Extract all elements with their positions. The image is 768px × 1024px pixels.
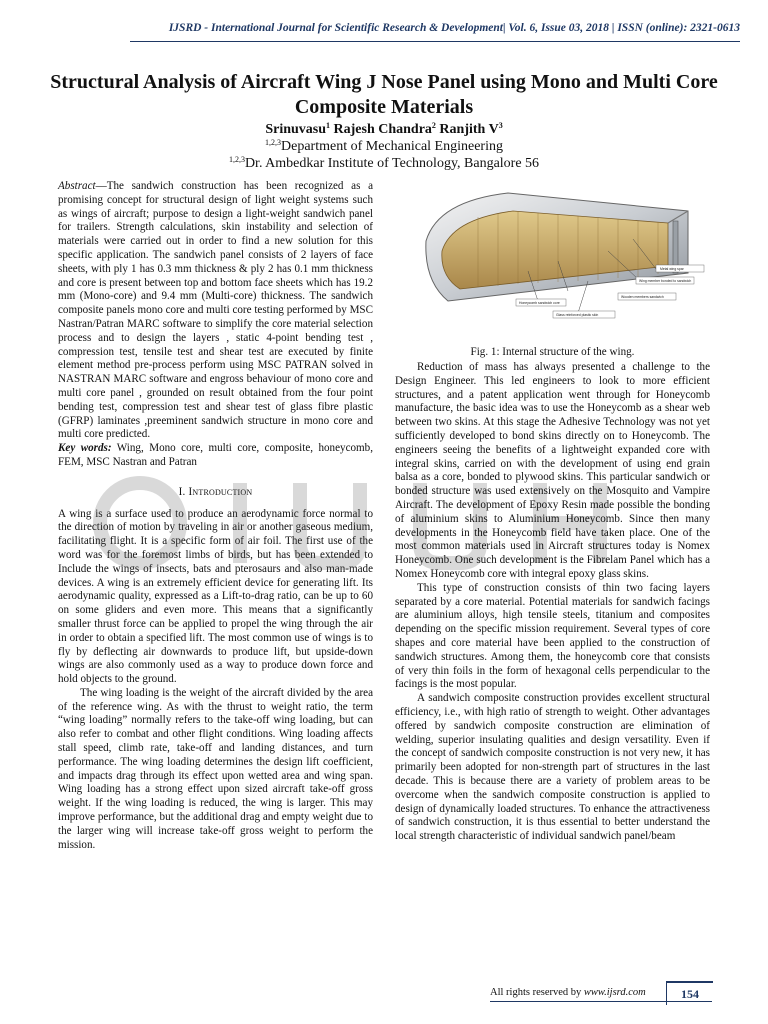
figure-label: Wooden members sandwich bbox=[621, 295, 664, 299]
dept-sup: 1,2,3 bbox=[265, 138, 282, 147]
paper-title: Structural Analysis of Aircraft Wing J Nose Panel using Mono and Multi Core Composite Materials bbox=[50, 71, 718, 118]
figure-label: Honeycomb sandwich core bbox=[519, 301, 560, 305]
paragraph: Reduction of mass has always presented a challenge to the Design Engineer. This led engineers to look to more efficient structures, and a patent application went through for Honeycomb manufacture, the basic idea was to use the Honeycomb as a shear web between two skins. At this stage the Adhesive Technology was not yet sufficiently developed to bond skins directly on to Honeycomb. The engineers seeing the benefits of a lightweight expanded core with integral skins, carried on with the development of using end grain balsa as a core, bonded to plywood skins. This particular sandwich or bonded structure was used extensively on the Mosquito and Vampire Aircraft. The development of Epoxy Resin made possible the bonding of aluminium skins to Aluminium Honeycomb. Since then many developments in the Honeycomb field have taken place. One of the most common materials used in Aircraft structures today is Nomex Honeycomb. One such development is the Fibrelam Panel which has a Nomex Honeycomb core with integral epoxy glass skins. bbox=[395, 361, 710, 580]
keywords-text: Wing, Mono core, multi core, composite, honeycomb, FEM, MSC Nastran and Patran bbox=[58, 442, 373, 468]
department-line bbox=[0, 139, 768, 155]
institute: Dr. Ambedkar Institute of Technology, Bangalore 56 bbox=[244, 156, 540, 171]
keywords bbox=[58, 442, 373, 470]
abstract-label: Abstract bbox=[58, 180, 96, 192]
paragraph: A wing is a surface used to produce an aerodynamic force normal to the direction of motion by traveling in air or another gaseous medium, facilitating flight. It is a specific form of air foil. The first use of the word was for the foremost limbs of birds, but has been extended to Include the wings of insects, bats and pterosaurs and also man-made devices. A wing is an extremely efficient device for generating lift. Its aerodynamic quality, expressed as a Lift-to-drag ratio, can be up to 60 on some gliders and even more. This means that a significantly smaller thrust force can be applied to propel the wing through the air in order to obtain a specified lift. The most common use of wings is to fly by deflecting air downwards to produce lift, but upside-down wings are also commonly used as a way to produce down force and hold objects to the ground. bbox=[58, 507, 373, 686]
section-heading: I. Introduction bbox=[178, 485, 253, 498]
wing-structure-figure bbox=[418, 181, 713, 341]
author-name: Rajesh Chandra bbox=[333, 122, 432, 137]
left-column bbox=[58, 180, 373, 852]
author-name: Ranjith V bbox=[439, 122, 499, 137]
author-list bbox=[0, 122, 768, 138]
journal-header: IJSRD - International Journal for Scientific Research & Development| Vol. 6, Issue 03, 2018 | ISSN (online): 2321-0613 bbox=[168, 22, 740, 34]
page-footer bbox=[0, 981, 768, 1011]
abstract-text: The sandwich construction has been recognized as a promising concept for structural design of light weight systems such as wings of aircraft; purpose to design a light-weight sandwich panel for trailers. Strength calculations, skin instability and selection of materials were carried out in order to find a new solution for this specific application. The sandwich panel consists of 2 layers of face sheets, with ply 1 has 0.3 mm thickness & ply 2 has 0.1 mm thickness and core is present between top and bottom face sheets which has 19.2 mm (Mono-core) and 9.4 mm (Multi-core) thickness. The sandwich composite panels mono core and multi core testing performed by MSC Nastran/Patran MARC software to simplify the core material selection process and to design the layers , static 4-point bending test , compression test, tensile test and shear test are executed by finite element method pre-process perform using MSC PATRAN solved in NASTRAN MARC software and engross behaviour of mono core and multi core panel , grounded on result obtained from the four point bending test, compression test and shear test of glass fibre plastic (GFRP) laminates ,preeminent sandwich structure in mono core and multi core predicted. bbox=[58, 180, 373, 441]
author-sup: 3 bbox=[498, 121, 503, 130]
author-name: Srinuvasu bbox=[265, 122, 327, 137]
footer-rights bbox=[490, 987, 646, 998]
figure-label: Metal wing spar bbox=[660, 267, 684, 271]
inst-sup: 1,2,3 bbox=[228, 155, 245, 164]
figure-label: Glass reinforced plastic skin bbox=[556, 313, 599, 317]
paragraph: This type of construction consists of thin two facing layers separated by a core material. Potential materials for sandwich facings are aluminium alloys, high tensile steels, titanium and composites depending on the specific mission requirement. Several types of core shapes and core material have been applied to the construction of sandwich structures. Among them, the honeycomb core that consists of very thin foils in the form of hexagonal cells perpendicular to the facings is the most popular. bbox=[395, 581, 710, 691]
institute-line bbox=[0, 156, 768, 172]
figure-label: Wing member bonded to sandwich bbox=[639, 279, 692, 283]
rights-text: All rights reserved by bbox=[490, 987, 582, 998]
header-rule bbox=[130, 41, 740, 42]
right-column bbox=[395, 361, 710, 844]
department: Department of Mechanical Engineering bbox=[281, 139, 503, 154]
abstract bbox=[58, 180, 373, 442]
author-sup: 1 bbox=[326, 121, 331, 130]
author-sup: 2 bbox=[431, 121, 436, 130]
figure-caption: Fig. 1: Internal structure of the wing. bbox=[470, 346, 635, 358]
footer-url[interactable]: www.ijsrd.com bbox=[583, 987, 646, 998]
paragraph: A sandwich composite construction provides excellent structural efficiency, i.e., with high ratio of strength to weight. Other advantages offered by sandwich composite construction are elimination of welding, superior insulating qualities and design versatility. Even if the concept of sandwich composite construction is not very new, it has primarily been adopted for non-strength part of structures in the last decade. This is because there are a variety of problem areas to be overcome when the sandwich composite construction is applied to design of dynamically loaded structures. To enhance the attractiveness of sandwich construction, it is thus essential to better understand the local strength characteristic of individual sandwich panel/beam bbox=[395, 692, 710, 843]
paragraph: The wing loading is the weight of the aircraft divided by the area of the reference wing. As with the thrust to weight ratio, the term “wing loading” normally refers to the take-off wing loading, but can also refer to combat and other flight conditions. Wing loading affects stall speed, climb rate, take-off and landing distances, and turn performance. The wing loading determines the design lift coefficient, and impacts drag through its effect upon wetted area and wing span. Wing loading has a strong effect upon sized aircraft take-off gross weight. If the wing loading is reduced, the wing is larger. This may improve performance, but the additional drag and empty weight due to the larger wing will increase take-off gross weight to perform the mission. bbox=[58, 686, 373, 851]
abstract-dash: — bbox=[95, 180, 107, 192]
keywords-label: Key words: bbox=[58, 442, 112, 455]
page-number: 154 bbox=[666, 981, 713, 1005]
